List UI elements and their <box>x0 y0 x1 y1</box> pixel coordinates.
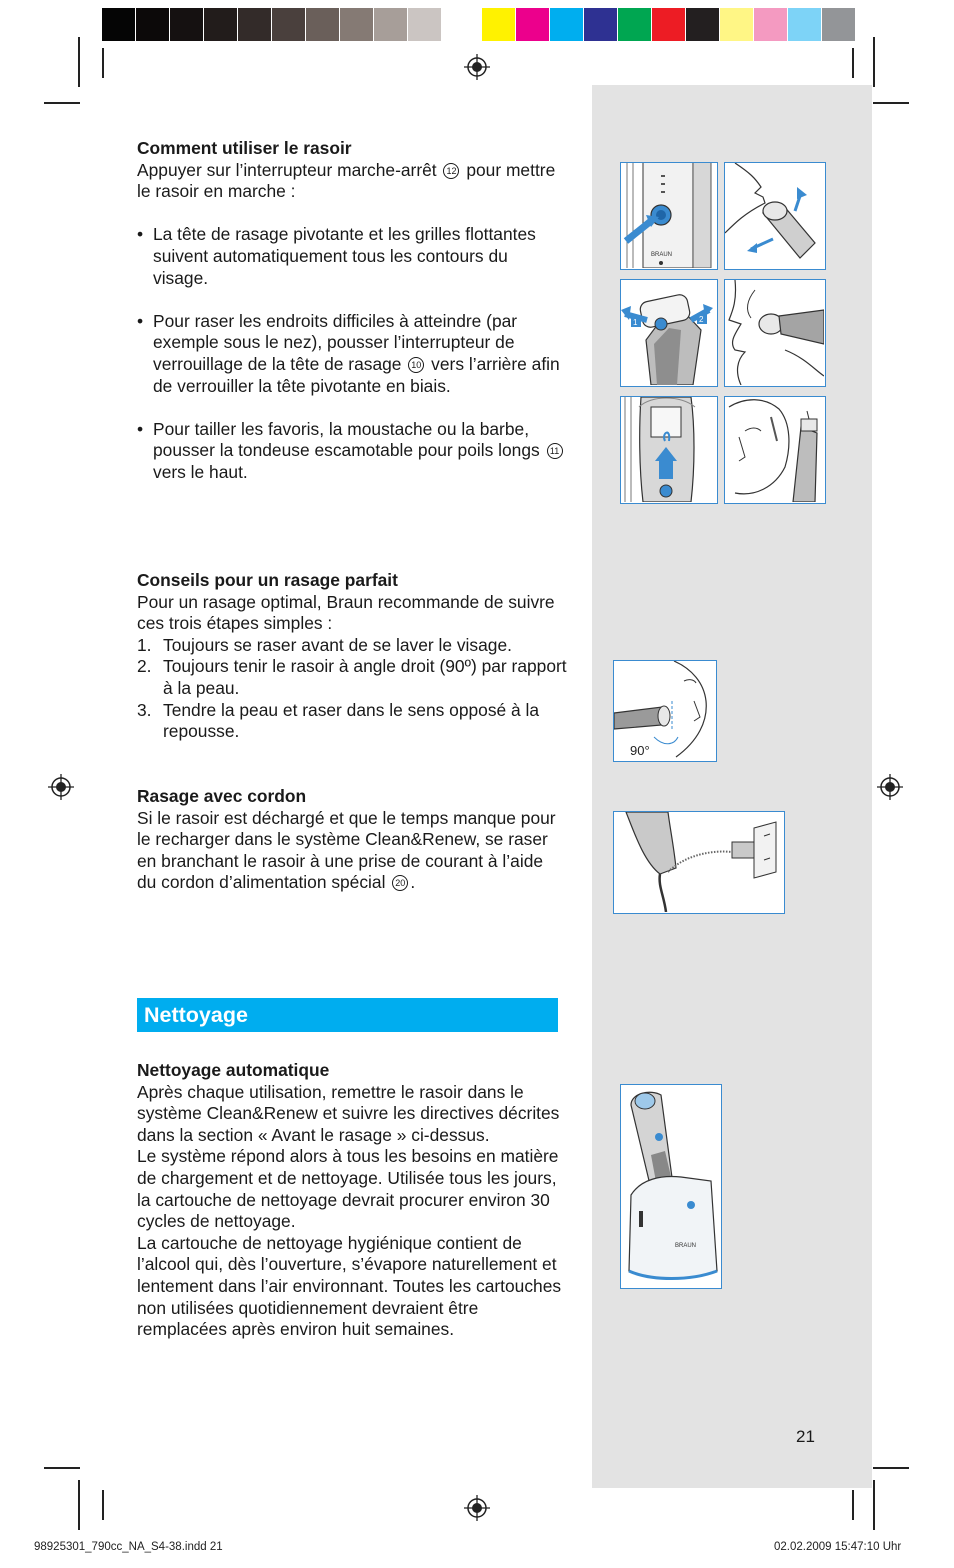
usage-section <box>137 138 567 484</box>
color-swatch <box>788 8 822 41</box>
cleaning-body: Après chaque utilisation, remettre le rasoir dans le système Clean&Renew et suivre les directives décrites dans la section « Avant le rasage » ci-dessus. <box>137 1081 560 1145</box>
crop-mark <box>873 1467 909 1469</box>
usage-bullet-2: • Pour raser les endroits difficiles à atteindre (par exemple sous le nez), pousser l’interrupteur de verrouillage de la tête de rasage 10 vers l’arrière afin de verrouiller la tête pivotante en biais. <box>137 311 567 397</box>
crop-mark <box>873 1480 875 1530</box>
color-swatch <box>136 8 170 41</box>
usage-heading: Comment utiliser le rasoir <box>137 138 352 158</box>
item-number-badge: 10 <box>408 357 424 373</box>
color-swatch <box>442 8 476 41</box>
crop-mark <box>44 102 80 104</box>
item-number-badge: 11 <box>547 443 563 459</box>
svg-text:2: 2 <box>699 315 704 324</box>
illustration-trimmer-up <box>620 396 718 504</box>
crop-mark <box>102 48 104 78</box>
color-swatch <box>822 8 856 41</box>
cord-heading: Rasage avec cordon <box>137 786 307 806</box>
color-swatch <box>340 8 374 41</box>
color-swatch <box>170 8 204 41</box>
crop-mark <box>44 1467 80 1469</box>
registration-mark-icon <box>48 774 74 800</box>
angle-label: 90° <box>630 743 650 758</box>
illustration-under-nose <box>724 279 826 387</box>
crop-mark <box>78 1480 80 1530</box>
cleaning-body-2: Le système répond alors à tous les besoins en matière de chargement et de nettoyage. Utilisée tous les jours, la cartouche de nettoyage devrait procurer environ 30 cycles de nettoyage. <box>137 1146 559 1232</box>
color-swatch <box>408 8 442 41</box>
usage-intro: Appuyer sur l’interrupteur marche-arrêt 12 pour mettre le rasoir en marche : <box>137 159 556 202</box>
color-swatch <box>550 8 584 41</box>
color-swatch <box>652 8 686 41</box>
color-swatch <box>204 8 238 41</box>
color-swatch <box>306 8 340 41</box>
cleaning-section <box>137 1060 567 1341</box>
registration-mark-icon <box>464 1495 490 1521</box>
section-title: Nettoyage <box>144 1003 248 1027</box>
illustration-shaving-jaw <box>724 162 826 270</box>
item-number-badge: 20 <box>392 875 408 891</box>
crop-mark <box>873 102 909 104</box>
color-swatch <box>618 8 652 41</box>
brand-label: BRAUN <box>675 1243 697 1249</box>
tips-step: 3. Tendre la peau et raser dans le sens opposé à la repousse. <box>137 699 540 742</box>
item-number-badge: 12 <box>443 163 459 179</box>
registration-mark-icon <box>464 54 490 80</box>
crop-mark <box>102 1490 104 1520</box>
illustration-power-cord <box>613 811 785 914</box>
illustration-right-angle <box>613 660 717 762</box>
color-swatch <box>584 8 618 41</box>
tips-section <box>137 570 567 743</box>
crop-mark <box>78 37 80 87</box>
usage-bullet-1: • La tête de rasage pivotante et les grilles flottantes suivent automatiquement tous les contours du visage. <box>137 224 567 289</box>
color-swatch <box>238 8 272 41</box>
svg-text:1: 1 <box>633 318 638 327</box>
cord-body: Si le rasoir est déchargé et que le temps manque pour le recharger dans le système Clean&Renew, se raser en branchant le rasoir à une prise de courant à l’aide du cordon d’alimentation spécial 20 . <box>137 807 556 893</box>
file-slug: 98925301_790cc_NA_S4-38.indd 21 <box>34 1541 223 1553</box>
tips-step: 2. Toujours tenir le rasoir à angle droit (90º) par rapport à la peau. <box>137 656 567 698</box>
color-swatch <box>686 8 720 41</box>
print-color-bar-grayscale <box>102 8 476 41</box>
crop-mark <box>873 37 875 87</box>
print-color-bar-process <box>482 8 856 41</box>
tips-step: 1. Toujours se raser avant de se laver le visage. <box>137 634 512 655</box>
usage-bullet-3: • Pour tailler les favoris, la moustache ou la barbe, pousser la tondeuse escamotable pour poils longs 11 vers le haut. <box>137 419 567 484</box>
illustration-sideburns <box>724 396 826 504</box>
illustration-shaver-switch <box>620 162 718 270</box>
color-swatch <box>516 8 550 41</box>
date-slug: 02.02.2009 15:47:10 Uhr <box>774 1541 902 1553</box>
tips-intro: Pour un rasage optimal, Braun recommande de suivre ces trois étapes simples : <box>137 591 555 634</box>
color-swatch <box>272 8 306 41</box>
crop-mark <box>852 48 854 78</box>
color-swatch <box>482 8 516 41</box>
color-swatch <box>754 8 788 41</box>
page-number: 21 <box>796 1427 815 1446</box>
cleaning-body-3: La cartouche de nettoyage hygiénique contient de l’alcool qui, dès l’ouverture, s’évapore naturellement et lentement dans l’air environnant. Toutes les cartouches non utilisées quotidiennement devraient être remplacées après environ huit semaines. <box>137 1232 562 1340</box>
cord-section <box>137 786 567 894</box>
color-swatch <box>374 8 408 41</box>
tips-heading: Conseils pour un rasage parfait <box>137 570 398 590</box>
crop-mark <box>852 1490 854 1520</box>
cleaning-heading: Nettoyage automatique <box>137 1060 330 1080</box>
section-title-bar <box>137 998 558 1032</box>
illustration-clean-renew-station <box>620 1084 722 1289</box>
illustration-pivot-lock <box>620 279 718 387</box>
brand-label: BRAUN <box>651 252 673 258</box>
color-swatch <box>720 8 754 41</box>
color-swatch <box>102 8 136 41</box>
registration-mark-icon <box>877 774 903 800</box>
